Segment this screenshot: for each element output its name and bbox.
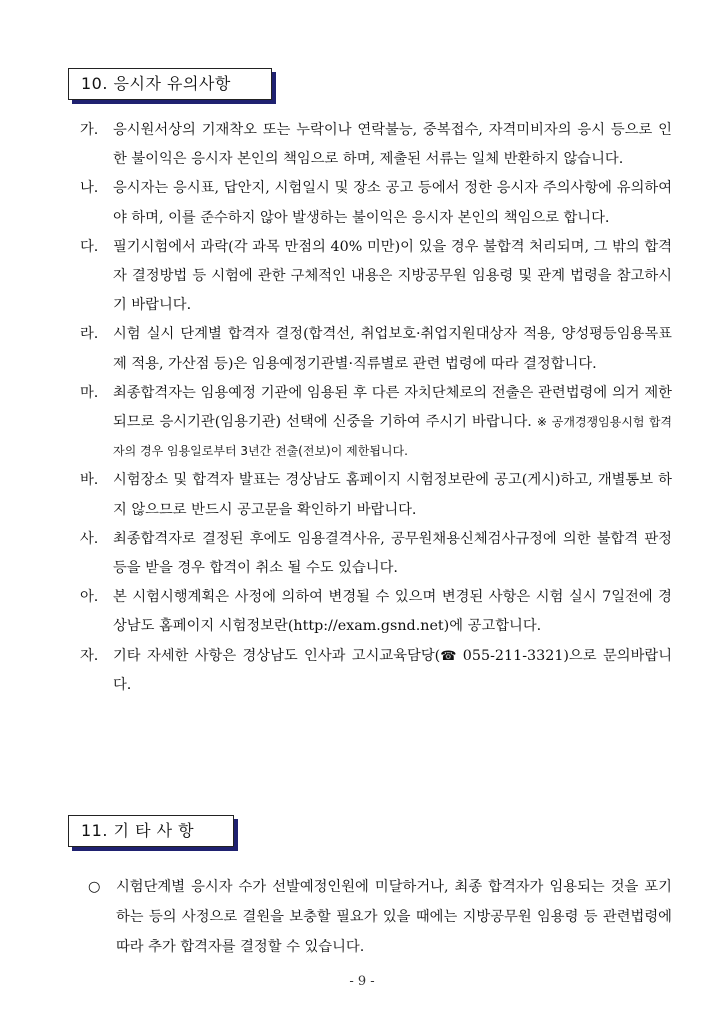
item-text-block (113, 379, 672, 467)
list-item (80, 174, 672, 232)
item-marker: 마. (80, 384, 99, 401)
item-text: 시험장소 및 합격자 발표는 경상남도 홈페이지 시험정보란에 공고(게시)하고, 개별통보 하지 않으므로 반드시 공고문을 확인하기 바랍니다. (113, 472, 672, 518)
item-text-block (113, 642, 672, 700)
item-note: ※ 공개경쟁임용시험 합격자의 경우 임용일로부터 3년간 전출(전보)이 제한됩니다. (113, 415, 673, 459)
list-item (88, 872, 672, 962)
list-item (80, 116, 672, 174)
item-text: 응시원서상의 기재착오 또는 누락이나 연락불능, 중복접수, 자격미비자의 응시 등으로 인한 불이익은 응시자 본인의 책임으로 하며, 제출된 서류는 일체 반환하지 않습니다. (113, 122, 672, 168)
item-text: 최종합격자로 결정된 후에도 임용결격사유, 공무원채용신체검사규정에 의한 불합격 판정 등을 받을 경우 합격이 취소 될 수도 있습니다. (113, 530, 672, 577)
item-text: 시험 실시 단계별 합격자 결정(합격선, 취업보호·취업지원대상자 적용, 양성평등임용목표제 적용, 가산점 등)은 임용예정기관별·직류별로 관련 법령에 따라 결정합니다. (113, 326, 672, 372)
section-10-items (80, 116, 672, 700)
item-marker: 가. (80, 122, 99, 138)
item-marker: 나. (80, 180, 99, 197)
item-marker: 아. (80, 589, 99, 606)
item-marker: 자. (80, 647, 99, 664)
section-11-title: 11. 기 타 사 항 (81, 821, 195, 840)
item-text-before: 기타 자세한 사항은 경상남도 인사과 고시교육담당( (113, 647, 441, 664)
item-marker: 바. (80, 472, 99, 489)
list-item (80, 379, 672, 467)
list-item (80, 642, 672, 700)
section-11-heading (68, 815, 234, 847)
section-10-heading (68, 68, 272, 100)
item-text: 최종합격자는 임용예정 기관에 임용된 후 다른 자치단체로의 전출은 관련법령에 의거 제한되므로 응시기관(임용기관) 선택에 신중을 기하여 주시기 바랍니다. (113, 384, 672, 431)
item-text: 필기시험에서 과락(각 과목 만점의 40% 미만)이 있을 경우 불합격 처리되며, 그 밖의 합격자 결정방법 등 시험에 관한 구체적인 내용은 지방공무원 임용령 및 관계 법령을 참고하시기 바랍니다. (113, 238, 672, 314)
item-marker: 다. (80, 238, 99, 255)
phone-icon: ☎ (440, 648, 457, 664)
circle-bullet-icon: ○ (88, 879, 101, 895)
list-item (80, 525, 672, 583)
item-text-after: 055-211-3321)으로 문의바랍니다. (113, 647, 673, 693)
item-marker: 사. (80, 530, 99, 547)
item-text: 응시자는 응시표, 답안지, 시험일시 및 장소 공고 등에서 정한 응시자 주의사항에 유의하여야 하며, 이를 준수하지 않아 발생하는 불이익은 응시자 본인의 책임으로 합니다. (113, 180, 672, 226)
section-10-title: 10. 응시자 유의사항 (81, 74, 231, 93)
item-text: 시험단계별 응시자 수가 선발예정인원에 미달하거나, 최종 합격자가 임용되는 것을 포기하는 등의 사정으로 결원을 보충할 필요가 있을 때에는 지방공무원 임용령 등 관련법령에 따라 추가 합격자를 결정할 수 있습니다. (116, 879, 672, 955)
list-item (80, 583, 672, 641)
list-item (80, 320, 672, 378)
page-number: - 9 - (349, 974, 375, 989)
item-text: 본 시험시행계획은 사정에 의하여 변경될 수 있으며 변경된 사항은 시험 실시 7일전에 경상남도 홈페이지 시험정보란(http://exam.gsnd.net)에 공고합니다. (113, 589, 672, 635)
list-item (80, 466, 672, 524)
list-item (80, 233, 672, 321)
item-marker: 라. (80, 326, 99, 343)
